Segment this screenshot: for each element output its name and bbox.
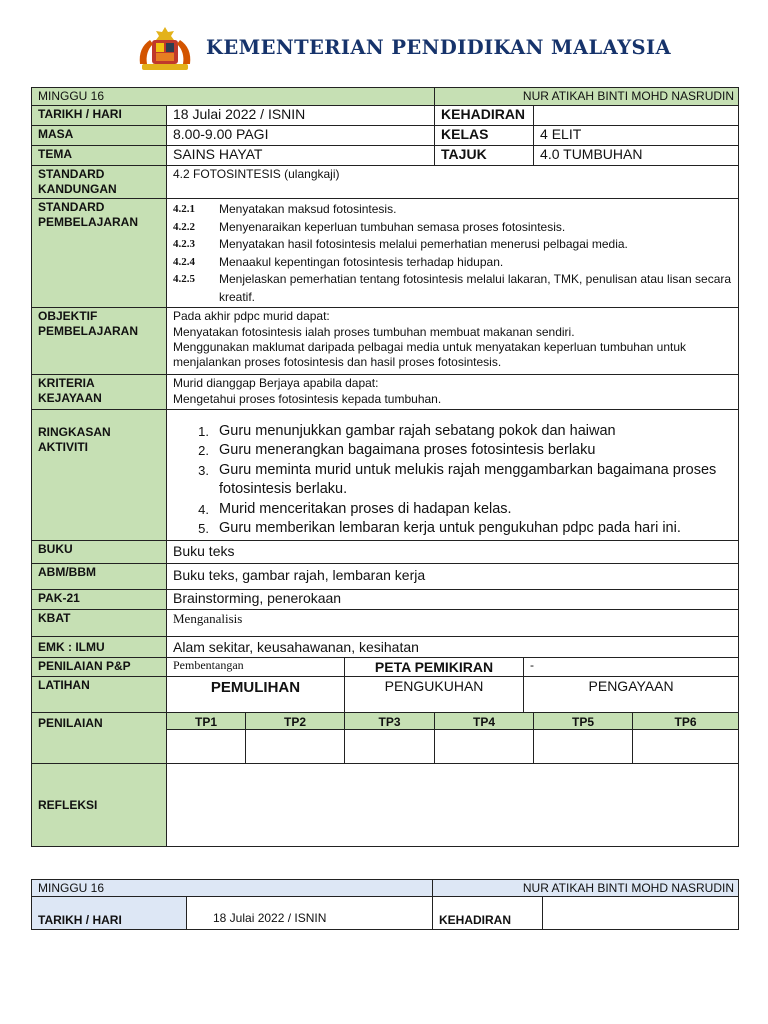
emk-value: Alam sekitar, keusahawanan, kesihatan [167,636,739,657]
week-row-2 [32,880,739,897]
criteria-label [32,374,167,409]
tp2-cell[interactable] [246,729,345,763]
standard-number: 4.2.1 [173,203,195,215]
content-standard-label [32,166,167,199]
class-label: KELAS [435,126,534,146]
time-value: 8.00-9.00 PAGI [167,126,435,146]
criteria-line: Murid dianggap Berjaya apabila dapat: [173,375,379,390]
reinforcement-label: PENGUKUHAN [345,676,524,712]
theme-row [32,146,739,166]
activity-number: 3. [198,462,209,478]
standard-text: Menyenaraikan keperluan tumbuhan semasa proses fotosintesis. [219,219,566,234]
ministry-title: KEMENTERIAN PENDIDIKAN MALAYSIA [206,36,672,59]
tp5-header: TP5 [534,712,633,729]
pak21-label: PAK-21 [32,589,167,609]
learning-standard-item [173,254,738,272]
activity-item [173,500,738,520]
remedial-label: PEMULIHAN [167,676,345,712]
pak21-row [32,589,739,609]
activity-row [32,409,739,540]
attendance-value-2[interactable] [543,897,739,930]
objective-label [32,307,167,374]
learning-standard-list [173,201,738,307]
date-value-2: 18 Julai 2022 / ISNIN [187,897,433,930]
kbat-label: KBAT [32,609,167,636]
learning-standard-item [173,271,738,306]
activity-text: Guru memberikan lembaran kerja untuk pengukuhan pdpc pada hari ini. [219,520,681,537]
enrichment-label: PENGAYAAN [524,676,739,712]
teacher-name-2: NUR ATIKAH BINTI MOHD NASRUDIN [433,880,739,897]
reflection-label: REFLEKSI [32,763,167,846]
activity-number: 5. [198,521,209,537]
learning-standard-item [173,201,738,219]
attendance-label-2: KEHADIRAN [433,897,543,930]
date-value: 18 Julai 2022 / ISNIN [167,106,435,126]
learning-standard-label [32,199,167,308]
objective-label-line1: OBJEKTIF [38,308,98,323]
date-label-2: TARIKH / HARI [32,897,187,930]
learning-standard-label-line1: STANDARD [38,200,105,214]
learning-standard-item [173,236,738,254]
activity-number: 1. [198,423,209,439]
class-value: 4 ELIT [534,126,739,146]
learning-standard-row [32,199,739,308]
learning-standard-item [173,219,738,237]
book-label: BUKU [32,540,167,563]
reflection-cell[interactable] [167,763,739,846]
criteria-label-line1: KRITERIA [38,375,95,390]
theme-label: TEMA [32,146,167,166]
date-label: TARIKH / HARI [32,106,167,126]
emk-label: EMK : ILMU [32,636,167,657]
document-header [130,22,690,74]
standard-number: 4.2.4 [173,255,195,268]
activity-text: Guru meminta murid untuk melukis rajah menggambarkan bagaimana proses fotosintesis berlaku. [219,461,717,498]
learning-standard-label-line2: PEMBELAJARAN [38,215,139,229]
topic-label: TAJUK [435,146,534,166]
criteria-label-line2: KEJAYAAN [38,390,102,405]
criteria-cell [167,374,739,409]
objective-label-line2: PEMBELAJARAN [38,323,139,338]
assessment-pp-row [32,657,739,676]
objective-cell [167,307,739,374]
kbat-value: Menganalisis [167,609,739,636]
book-row [32,540,739,563]
tp1-cell[interactable] [167,729,246,763]
emk-row [32,636,739,657]
criteria-row [32,374,739,409]
standard-text: Menyatakan maksud fotosintesis. [219,202,397,216]
week-label-2: MINGGU 16 [32,880,433,897]
tp4-cell[interactable] [435,729,534,763]
activity-label [32,409,167,540]
reflection-row [32,763,739,846]
pak21-value: Brainstorming, penerokaan [167,589,739,609]
time-label: MASA [32,126,167,146]
activity-item [173,519,738,539]
date-row-2 [32,897,739,930]
tp6-header: TP6 [633,712,739,729]
abm-label: ABM/BBM [32,563,167,589]
attendance-value[interactable] [534,106,739,126]
topic-value: 4.0 TUMBUHAN [534,146,739,166]
theme-value: SAINS HAYAT [167,146,435,166]
content-standard-value: 4.2 FOTOSINTESIS (ulangkaji) [167,166,739,199]
tp1-header: TP1 [167,712,246,729]
standard-number: 4.2.3 [173,238,195,251]
tp3-header: TP3 [345,712,435,729]
exercise-row [32,676,739,712]
standard-text: Menaakul kepentingan fotosintesis terhadap hidupan. [219,254,504,269]
tp4-header: TP4 [435,712,534,729]
thinking-map-value: - [524,657,739,676]
content-standard-label-line1: STANDARD [38,167,105,181]
activity-number: 4. [198,501,209,517]
activity-text: Guru menunjukkan gambar rajah sebatang pokok dan haiwan [219,422,616,439]
thinking-map-label: PETA PEMIKIRAN [345,657,524,676]
standard-number: 4.2.2 [173,220,195,233]
activity-item [173,461,738,500]
activity-label-line1: RINGKASAN [38,424,111,439]
activity-text: Murid menceritakan proses di hadapan kelas. [219,500,512,517]
malaysia-coat-of-arms-icon [134,24,196,74]
abm-value: Buku teks, gambar rajah, lembaran kerja [167,563,739,589]
criteria-line: Mengetahui proses fotosintesis kepada tumbuhan. [173,391,442,406]
activity-text: Guru menerangkan bagaimana proses fotosintesis berlaku [219,442,596,459]
tp5-cell[interactable] [534,729,633,763]
activity-label-line2: AKTIVITI [38,439,88,454]
activity-number: 2. [198,443,209,459]
teacher-name: NUR ATIKAH BINTI MOHD NASRUDIN [435,88,739,106]
activity-item [173,441,738,461]
assessment-label: PENILAIAN [32,712,167,763]
objective-row [32,307,739,374]
time-row [32,126,739,146]
tp6-cell[interactable] [633,729,739,763]
standard-text: Menyatakan hasil fotosintesis melalui pemerhatian menerusi pelbagai media. [219,237,628,252]
assessment-pp-label: PENILAIAN P&P [32,657,167,676]
week-row [32,88,739,106]
week-label: MINGGU 16 [32,88,435,106]
activity-list [173,422,738,539]
kbat-row [32,609,739,636]
objective-line: Pada akhir pdpc murid dapat: [173,308,330,323]
tp3-cell[interactable] [345,729,435,763]
content-standard-label-line2: KANDUNGAN [38,182,117,196]
objective-line: Menyatakan fotosintesis ialah proses tumbuhan membuat makanan sendiri. [173,324,575,339]
book-value: Buku teks [167,540,739,563]
standard-number: 4.2.5 [173,273,195,286]
lesson-plan-table-2 [31,879,739,930]
activity-cell [167,409,739,540]
objective-line: Menggunakan maklumat daripada pelbagai media untuk menyatakan keperluan tumbuhan untuk menjalankan proses fotosintesis dan hasil proses fotosintesis. [173,339,687,369]
abm-row [32,563,739,589]
tp2-header: TP2 [246,712,345,729]
attendance-label: KEHADIRAN [435,106,534,126]
content-standard-row [32,166,739,199]
activity-item [173,422,738,442]
standard-text: Menjelaskan pemerhatian tentang fotosintesis melalui lakaran, TMK, penulisan atau lisan secara kreatif. [219,272,732,304]
tp-header-row [32,712,739,729]
exercise-label: LATIHAN [32,676,167,712]
lesson-plan-table [31,87,739,847]
assessment-pp-value: Pembentangan [167,657,345,676]
date-row [32,106,739,126]
learning-standard-list-cell [167,199,739,308]
